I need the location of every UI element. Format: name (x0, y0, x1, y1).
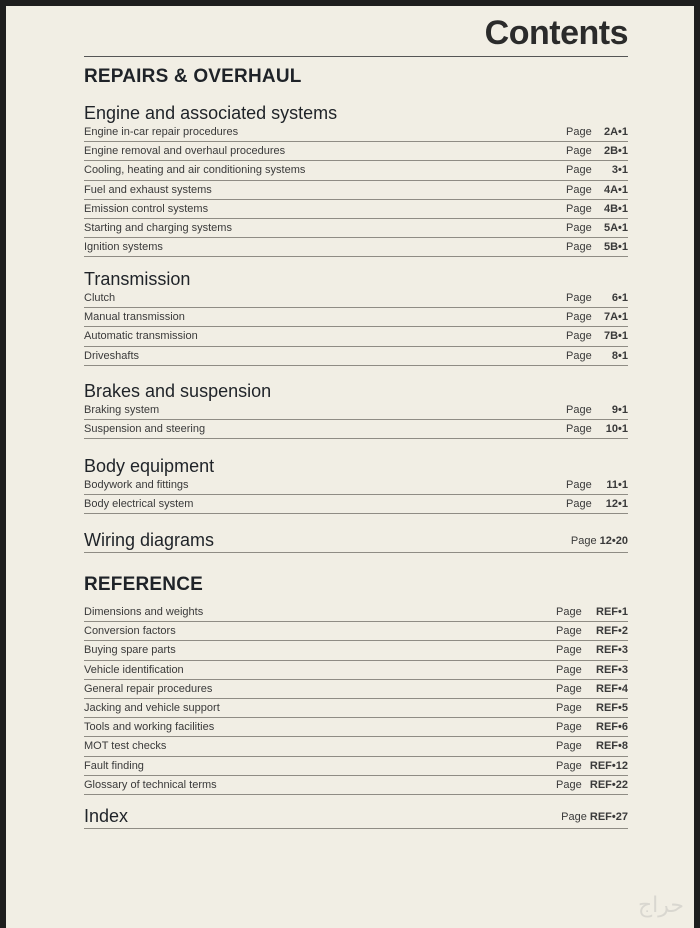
page-number: 12•1 (605, 498, 628, 511)
toc-row[interactable] (84, 289, 628, 308)
page-word: Page (566, 330, 592, 343)
toc-row[interactable] (84, 603, 628, 622)
page-word: Page (566, 164, 592, 177)
page-word: Page (566, 311, 592, 324)
page-word: Page (561, 811, 587, 823)
page-word: Page (556, 663, 582, 676)
page-word: Page (566, 126, 592, 138)
page-number: REF•2 (596, 625, 628, 638)
toc-label: Ignition systems (84, 241, 163, 254)
page-word: Page (566, 349, 592, 362)
wiring-label: Wiring diagrams (84, 530, 215, 550)
page-number: 8•1 (611, 349, 628, 362)
toc-label: Suspension and steering (84, 423, 206, 436)
toc-row[interactable] (84, 476, 628, 495)
page-number: REF•1 (596, 606, 628, 618)
toc-label: MOT test checks (84, 740, 167, 753)
toc-row[interactable] (84, 181, 628, 200)
page-word: Page (556, 778, 582, 791)
section-heading-reference: REFERENCE (84, 574, 203, 595)
page-word: Page (556, 701, 582, 714)
page-number: 11•1 (606, 479, 628, 491)
group-title: Brakes and suspension (84, 381, 272, 401)
toc-label: Dimensions and weights (84, 606, 204, 618)
toc-label: Clutch (84, 292, 116, 304)
group-reference (84, 603, 628, 795)
page-word: Page (566, 183, 592, 196)
wiring-page (571, 535, 628, 547)
toc-row[interactable] (84, 161, 628, 180)
toc-row[interactable] (84, 308, 628, 327)
page-number: REF•8 (596, 740, 628, 753)
page-number: 9•1 (611, 404, 628, 416)
toc-label: Driveshafts (84, 349, 140, 362)
group-brakes (84, 381, 628, 439)
page-number: 10•1 (605, 423, 628, 436)
title-rule (84, 56, 628, 57)
page-word: Page (566, 404, 592, 416)
toc-label: Jacking and vehicle support (84, 701, 220, 714)
toc-row[interactable] (84, 420, 628, 439)
page-number: REF•27 (589, 811, 628, 823)
toc-row[interactable] (84, 661, 628, 680)
toc-label: Automatic transmission (84, 330, 198, 343)
toc-label: Engine in-car repair procedures (84, 126, 239, 138)
toc-label: Braking system (84, 404, 160, 416)
toc-label: Manual transmission (84, 311, 185, 324)
page-word: Page (556, 606, 582, 618)
toc-label: Conversion factors (84, 625, 176, 638)
toc-row[interactable] (84, 718, 628, 737)
toc-label: Emission control systems (84, 202, 209, 215)
page-number: 7A•1 (603, 311, 628, 324)
page-number: 7B•1 (603, 330, 628, 343)
page-title: Contents (484, 14, 628, 52)
toc-row[interactable] (84, 757, 628, 776)
page-number: 5B•1 (603, 241, 628, 254)
toc-row[interactable] (84, 699, 628, 718)
page-number: REF•5 (596, 701, 628, 714)
page-word: Page (566, 423, 592, 436)
page-number: REF•6 (596, 721, 628, 734)
toc-row[interactable] (84, 238, 628, 257)
toc-row[interactable] (84, 123, 628, 142)
page-number: REF•22 (589, 778, 628, 791)
group-title: Body equipment (84, 456, 215, 476)
group-transmission (84, 269, 628, 366)
toc-label: Buying spare parts (84, 644, 176, 657)
page-number: 4B•1 (603, 202, 628, 215)
page-word: Page (566, 292, 592, 304)
group-body (84, 456, 628, 514)
toc-row[interactable] (84, 347, 628, 366)
contents-page (6, 6, 694, 928)
page-word: Page (566, 498, 592, 511)
page-number: REF•4 (596, 682, 628, 695)
page-word: Page (570, 535, 597, 547)
toc-label: Starting and charging systems (84, 221, 232, 234)
group-title: Transmission (84, 269, 191, 289)
page-number: 12•20 (599, 535, 628, 547)
page-number: 6•1 (611, 292, 628, 304)
toc-row[interactable] (84, 401, 628, 420)
toc-label: Vehicle identification (84, 663, 184, 676)
toc-row[interactable] (84, 219, 628, 238)
toc-row[interactable] (84, 495, 628, 514)
toc-row[interactable] (84, 622, 628, 641)
page-word: Page (556, 682, 582, 695)
page-number: 4A•1 (603, 183, 628, 196)
toc-label: Fuel and exhaust systems (84, 183, 212, 196)
toc-row[interactable] (84, 776, 628, 795)
toc-label: Engine removal and overhaul procedures (84, 145, 286, 158)
toc-row[interactable] (84, 641, 628, 660)
page-number: REF•3 (596, 644, 628, 657)
toc-row-wiring[interactable] (84, 530, 628, 553)
page-word: Page (556, 625, 582, 638)
index-page (561, 811, 628, 823)
toc-label: Tools and working facilities (84, 721, 215, 734)
toc-label: Cooling, heating and air conditioning systems (84, 164, 306, 177)
page-word: Page (566, 479, 592, 491)
page-word: Page (566, 145, 592, 158)
page-number: 2B•1 (603, 145, 628, 158)
toc-row-index[interactable] (84, 806, 628, 829)
toc-label: General repair procedures (84, 682, 213, 695)
toc-row[interactable] (84, 327, 628, 346)
toc-label: Fault finding (84, 759, 144, 772)
page-word: Page (556, 740, 582, 753)
section-heading-repairs: REPAIRS & OVERHAUL (84, 66, 302, 87)
page-number: 2A•1 (603, 126, 628, 138)
page-word: Page (566, 202, 592, 215)
toc-label: Bodywork and fittings (84, 479, 189, 491)
toc-row[interactable] (84, 142, 628, 161)
group-engine (84, 103, 628, 257)
page-number: REF•3 (596, 663, 628, 676)
toc-row[interactable] (84, 200, 628, 219)
page-number: REF•12 (589, 759, 628, 772)
toc-label: Glossary of technical terms (84, 778, 217, 791)
page-word: Page (566, 241, 592, 254)
page-number: 5A•1 (603, 221, 628, 234)
index-label: Index (84, 806, 129, 826)
page-word: Page (556, 644, 582, 657)
group-title: Engine and associated systems (84, 103, 338, 123)
toc-row[interactable] (84, 737, 628, 756)
page-word: Page (556, 721, 582, 734)
toc-row[interactable] (84, 680, 628, 699)
page-word: Page (556, 759, 582, 772)
page-number: 3•1 (611, 164, 628, 177)
toc-label: Body electrical system (84, 498, 194, 511)
watermark-logo: حراج (637, 893, 684, 918)
page-word: Page (566, 221, 592, 234)
